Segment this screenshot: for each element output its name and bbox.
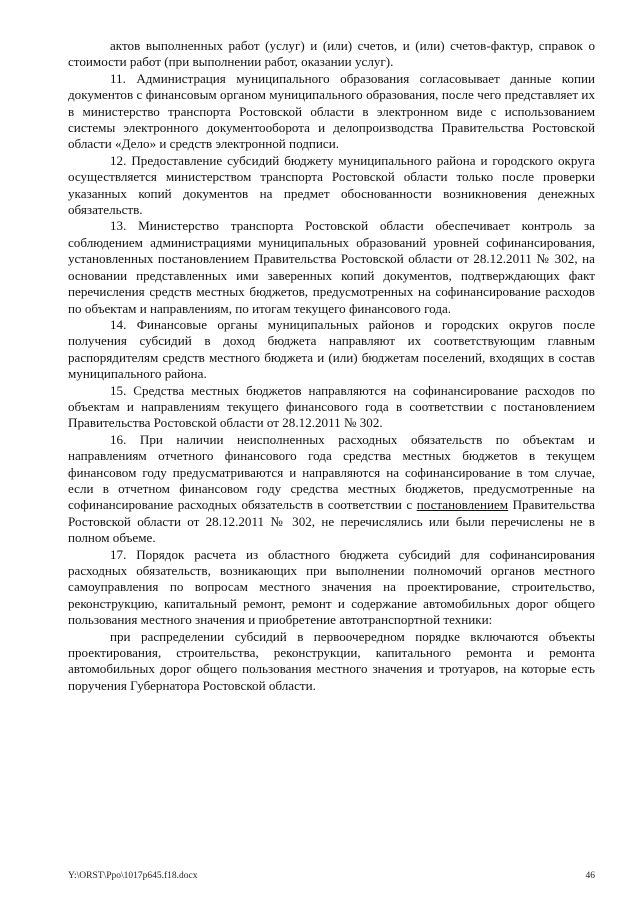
page-number: 46 bbox=[585, 871, 595, 881]
paragraph-17: 17. Порядок расчета из областного бюджета субсидий для софинансирования расходных обязательств, возникающих при выполнении полномочий органов местного самоуправления по вопросам местного значения на проектирование, строительство, реконструкцию, капитальный ремонт, ремонт и содержание автомобильных дорог общего пользования местного значения и приобретение автотранспортной техники: bbox=[68, 546, 595, 628]
resolution-link[interactable]: постановлением bbox=[416, 497, 509, 513]
paragraph-14: 14. Финансовые органы муниципальных районов и городских округов после получения субсидий в доход бюджета направляют их соответствующим главным распорядителям средств местного бюджета и (или) бюджетам поселений, входящих в состав муниципального района. bbox=[68, 316, 595, 382]
paragraph-12: 12. Предоставление субсидий бюджету муниципального района и городского округа осуществляется министерством транспорта Ростовской области только после проверки указанных копий документов на предмет обоснованности возникновения денежных обязательств. bbox=[68, 152, 595, 218]
paragraph-continuation: актов выполненных работ (услуг) и (или) счетов, и (или) счетов-фактур, справок о стоимости работ (при выполнении работ, оказании услуг). bbox=[68, 38, 595, 70]
paragraph-16-text-before: 16. При наличии неисполненных расходных обязательств по объектам и направлениям отчетного финансового года средства местных бюджетов в текущем финансовом году предусматриваются и направляются на софинансирование в том случае, если в отчетном финансовом году средства местных бюджетов, предусмотренные на софинансирование расходных обязательств в соответствии с bbox=[68, 431, 595, 513]
paragraph-16-text-after: Правительства Ростовской области от 28.12.2011 № 302, не перечислялись или были перечислены не в полном объеме. bbox=[68, 497, 595, 546]
file-path: Y:\ORST\Ppo\1017p645.f18.docx bbox=[68, 871, 198, 881]
paragraph-13: 13. Министерство транспорта Ростовской области обеспечивает контроль за соблюдением администрациями муниципальных образований уровней софинансирования, установленных постановлением Правительства Ростовской области от 28.12.2011 № 302, на основании представленных ими заверенных копий документов, подтверждающих факт перечисления средств местных бюджетов, предусмотренных на софинансирование расходов по объектам и направлениям, по итогам текущего финансового года. bbox=[68, 218, 595, 316]
document-body bbox=[68, 38, 595, 694]
paragraph-15: 15. Средства местных бюджетов направляются на софинансирование расходов по объектам и направлениям текущего финансового года в соответствии с постановлением Правительства Ростовской области от 28.12.2011 № 302. bbox=[68, 382, 595, 431]
paragraph-11: 11. Администрация муниципального образования согласовывает данные копии документов с финансовым органом муниципального образования, после чего представляет их в министерство транспорта Ростовской области в электронном виде с использованием системы электронного документооборота и делопроизводства Правительства Ростовской области «Дело» и средств электронной подписи. bbox=[68, 70, 595, 152]
paragraph-16 bbox=[68, 432, 595, 547]
paragraph-17-clause: при распределении субсидий в первоочередном порядке включаются объекты проектирования, строительства, реконструкции, капитального ремонта и ремонта автомобильных дорог общего пользования местного значения и тротуаров, на которые есть поручения Губернатора Ростовской области. bbox=[68, 628, 595, 693]
